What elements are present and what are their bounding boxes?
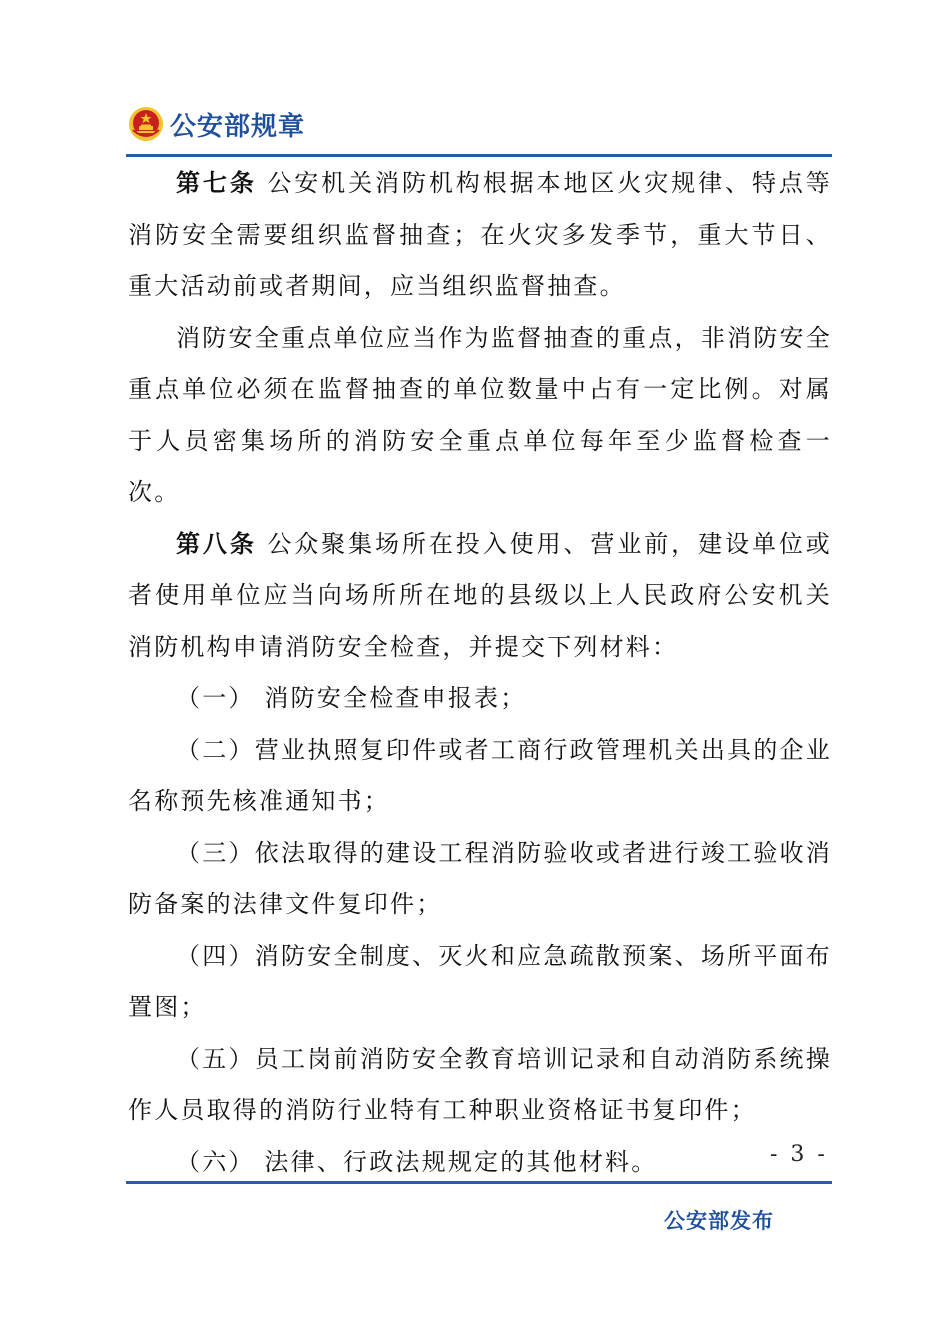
paragraph [128, 313, 832, 519]
paragraph-text: 消防安全重点单位应当作为监督抽查的重点，非消防安全重点单位必须在监督抽查的单位数量中占有一定比例。对属于人员密集场所的消防安全重点单位每年至少监督检查一次。 [128, 323, 832, 506]
document-body [128, 158, 832, 1188]
national-emblem-icon [128, 106, 164, 142]
list-item-text: （五）员工岗前消防安全教育培训记录和自动消防系统操作人员取得的消防行业特有工种职业资格证书复印件； [128, 1044, 832, 1124]
article-heading: 第八条 [176, 529, 257, 558]
list-item-text: （一） 消防安全检查申报表； [176, 684, 527, 712]
paragraph-article-7 [128, 158, 832, 313]
list-item [128, 931, 832, 1034]
list-item [128, 673, 832, 725]
footer-divider [126, 1181, 832, 1184]
list-item-text: （三）依法取得的建设工程消防验收或者进行竣工验收消防备案的法律文件复印件； [128, 838, 832, 918]
paragraph-text: 公安机关消防机构根据本地区火灾规律、特点等消防安全需要组织监督抽查；在火灾多发季节，重大节日、重大活动前或者期间，应当组织监督抽查。 [128, 169, 832, 300]
article-heading: 第七条 [176, 169, 257, 197]
footer-label: 公安部发布 [664, 1209, 774, 1233]
list-item [128, 1034, 832, 1137]
list-item [128, 828, 832, 931]
header-title: 公安部规章 [170, 111, 306, 142]
page-number: - 3 - [770, 1142, 828, 1167]
list-item-text: （六） 法律、行政法规规定的其他材料。 [176, 1147, 658, 1176]
list-item-text: （四）消防安全制度、灭火和应急疏散预案、场所平面布置图； [128, 941, 832, 1021]
paragraph-text: 公众聚集场所在投入使用、营业前，建设单位或者使用单位应当向场所所在地的县级以上人民政府公安机关消防机构申请消防安全检查，并提交下列材料： [128, 529, 832, 661]
page-header [128, 96, 305, 152]
header-divider [126, 154, 832, 157]
paragraph-article-8 [128, 519, 832, 674]
list-item [128, 725, 832, 828]
list-item-text: （二）营业执照复印件或者工商行政管理机关出具的企业名称预先核准通知书； [128, 735, 832, 815]
